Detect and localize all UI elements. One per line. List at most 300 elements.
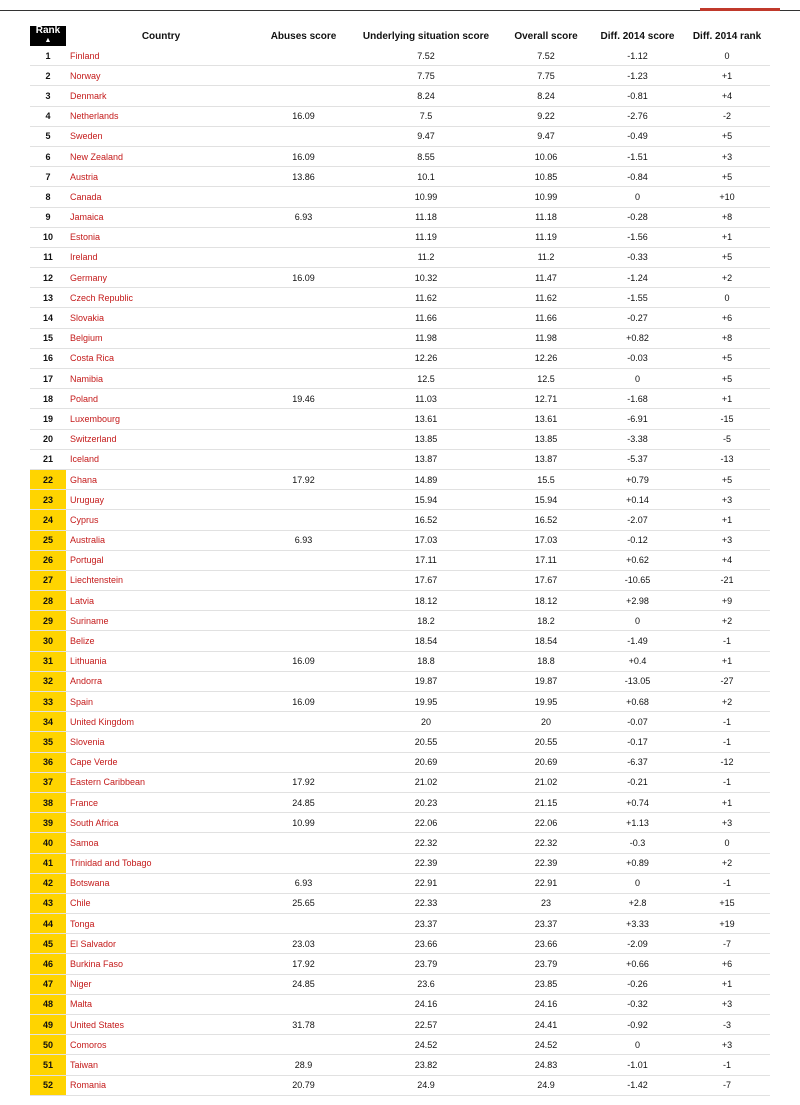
table-row xyxy=(30,934,770,954)
diff-score-cell: 0 xyxy=(591,369,684,389)
underlying-score-cell: 17.11 xyxy=(351,550,501,570)
table-row xyxy=(30,510,770,530)
country-link[interactable]: Poland xyxy=(66,389,256,409)
country-link[interactable]: France xyxy=(66,792,256,812)
diff-score-cell: -1.49 xyxy=(591,631,684,651)
country-link[interactable]: Sweden xyxy=(66,126,256,146)
diff-score-cell: -0.07 xyxy=(591,712,684,732)
diff-score-cell: -6.91 xyxy=(591,409,684,429)
abuses-score-cell xyxy=(256,227,351,247)
abuses-score-cell: 10.99 xyxy=(256,813,351,833)
underlying-score-cell: 16.52 xyxy=(351,510,501,530)
underlying-score-cell: 22.39 xyxy=(351,853,501,873)
country-link[interactable]: Namibia xyxy=(66,369,256,389)
abuses-score-cell: 16.09 xyxy=(256,146,351,166)
rank-cell: 19 xyxy=(30,409,66,429)
country-link[interactable]: Portugal xyxy=(66,550,256,570)
underlying-score-cell: 9.47 xyxy=(351,126,501,146)
table-row xyxy=(30,530,770,550)
diff-score-cell: -0.12 xyxy=(591,530,684,550)
table-row xyxy=(30,146,770,166)
overall-score-cell: 10.06 xyxy=(501,146,591,166)
underlying-score-cell: 13.61 xyxy=(351,409,501,429)
overall-score-cell: 13.61 xyxy=(501,409,591,429)
diff-rank-cell: +3 xyxy=(684,530,770,550)
underlying-score-cell: 17.67 xyxy=(351,570,501,590)
country-link[interactable]: Denmark xyxy=(66,86,256,106)
diff-rank-cell: +2 xyxy=(684,692,770,712)
diff-rank-cell: +1 xyxy=(684,66,770,86)
diff-rank-cell: +5 xyxy=(684,348,770,368)
underlying-score-cell: 20.23 xyxy=(351,792,501,812)
table-row xyxy=(30,1015,770,1035)
overall-score-cell: 24.83 xyxy=(501,1055,591,1075)
table-row xyxy=(30,651,770,671)
table-row xyxy=(30,1035,770,1055)
country-link[interactable]: Canada xyxy=(66,187,256,207)
country-link[interactable]: Ghana xyxy=(66,469,256,489)
table-body xyxy=(30,46,770,1095)
overall-score-cell: 18.8 xyxy=(501,651,591,671)
table-row xyxy=(30,1075,770,1095)
abuses-score-cell xyxy=(256,449,351,469)
country-link[interactable]: Costa Rica xyxy=(66,348,256,368)
abuses-score-cell: 16.09 xyxy=(256,106,351,126)
diff-score-cell: -13.05 xyxy=(591,671,684,691)
overall-score-cell: 15.5 xyxy=(501,469,591,489)
country-link[interactable]: Iceland xyxy=(66,449,256,469)
overall-score-cell: 10.85 xyxy=(501,167,591,187)
overall-score-cell: 23.66 xyxy=(501,934,591,954)
diff-rank-cell: -7 xyxy=(684,934,770,954)
diff-score-cell: -6.37 xyxy=(591,752,684,772)
overall-score-cell: 7.52 xyxy=(501,46,591,66)
rank-cell: 1 xyxy=(30,46,66,66)
rank-cell: 29 xyxy=(30,611,66,631)
abuses-score-cell xyxy=(256,1035,351,1055)
abuses-score-cell: 24.85 xyxy=(256,792,351,812)
overall-score-cell: 11.19 xyxy=(501,227,591,247)
table-row xyxy=(30,631,770,651)
table-row xyxy=(30,893,770,913)
underlying-score-cell: 11.62 xyxy=(351,288,501,308)
abuses-score-cell xyxy=(256,348,351,368)
rank-cell: 23 xyxy=(30,490,66,510)
diff-score-cell: +0.14 xyxy=(591,490,684,510)
diff-score-cell: -2.07 xyxy=(591,510,684,530)
abuses-score-cell xyxy=(256,510,351,530)
rank-cell: 43 xyxy=(30,893,66,913)
diff-rank-cell: -1 xyxy=(684,631,770,651)
country-link[interactable]: Ireland xyxy=(66,247,256,267)
rank-cell: 25 xyxy=(30,530,66,550)
rank-column-header[interactable] xyxy=(30,26,66,46)
underlying-score-cell: 18.12 xyxy=(351,591,501,611)
underlying-score-cell: 10.32 xyxy=(351,268,501,288)
diff-rank-cell: +2 xyxy=(684,853,770,873)
diff-rank-cell: -1 xyxy=(684,732,770,752)
diff-score-cell: -0.84 xyxy=(591,167,684,187)
table-row xyxy=(30,570,770,590)
table-row xyxy=(30,974,770,994)
country-link[interactable]: Samoa xyxy=(66,833,256,853)
country-link[interactable]: Cyprus xyxy=(66,510,256,530)
country-link[interactable]: Liechtenstein xyxy=(66,570,256,590)
country-link[interactable]: Spain xyxy=(66,692,256,712)
country-link[interactable]: Comoros xyxy=(66,1035,256,1055)
table-row xyxy=(30,550,770,570)
table-row xyxy=(30,813,770,833)
country-link[interactable]: Slovakia xyxy=(66,308,256,328)
table-row xyxy=(30,671,770,691)
diff-score-cell: -2.76 xyxy=(591,106,684,126)
underlying-score-cell: 22.32 xyxy=(351,833,501,853)
diff-rank-cell: +3 xyxy=(684,1035,770,1055)
abuses-score-cell xyxy=(256,611,351,631)
country-link[interactable]: Chile xyxy=(66,893,256,913)
table-row xyxy=(30,490,770,510)
underlying-score-cell: 11.2 xyxy=(351,247,501,267)
table-row xyxy=(30,126,770,146)
country-link[interactable]: Romania xyxy=(66,1075,256,1095)
table-row xyxy=(30,187,770,207)
rank-cell: 36 xyxy=(30,752,66,772)
diff-score-cell: -3.38 xyxy=(591,429,684,449)
diff-rank-cell: +5 xyxy=(684,247,770,267)
abuses-score-cell: 16.09 xyxy=(256,651,351,671)
abuses-score-cell xyxy=(256,490,351,510)
underlying-score-cell: 20 xyxy=(351,712,501,732)
diff-rank-cell: +2 xyxy=(684,268,770,288)
country-link[interactable]: Trinidad and Tobago xyxy=(66,853,256,873)
diff-score-cell: -0.27 xyxy=(591,308,684,328)
rank-cell: 32 xyxy=(30,671,66,691)
diff-score-cell: -1.01 xyxy=(591,1055,684,1075)
country-link[interactable]: Tonga xyxy=(66,914,256,934)
diff-rank-cell: +1 xyxy=(684,227,770,247)
diff-score-cell: -0.21 xyxy=(591,772,684,792)
table-row xyxy=(30,954,770,974)
abuses-score-cell xyxy=(256,66,351,86)
table-row xyxy=(30,792,770,812)
underlying-column-header[interactable]: Underlying situation score xyxy=(362,30,490,42)
underlying-score-cell: 20.69 xyxy=(351,752,501,772)
diff-rank-cell: +5 xyxy=(684,369,770,389)
underlying-score-cell: 11.98 xyxy=(351,328,501,348)
underlying-score-cell: 7.52 xyxy=(351,46,501,66)
rank-cell: 7 xyxy=(30,167,66,187)
top-divider xyxy=(0,10,800,11)
underlying-score-cell: 19.87 xyxy=(351,671,501,691)
underlying-score-cell: 12.26 xyxy=(351,348,501,368)
diff-score-cell: +0.4 xyxy=(591,651,684,671)
rank-cell: 6 xyxy=(30,146,66,166)
diff-rank-cell: +1 xyxy=(684,974,770,994)
diff-score-cell: +0.82 xyxy=(591,328,684,348)
diff-score-cell: -0.92 xyxy=(591,1015,684,1035)
country-link[interactable]: Luxembourg xyxy=(66,409,256,429)
overall-score-cell: 17.11 xyxy=(501,550,591,570)
abuses-score-cell xyxy=(256,570,351,590)
underlying-score-cell: 18.2 xyxy=(351,611,501,631)
country-link[interactable]: Estonia xyxy=(66,227,256,247)
overall-score-cell: 9.47 xyxy=(501,126,591,146)
rank-cell: 46 xyxy=(30,954,66,974)
country-link[interactable]: Slovenia xyxy=(66,732,256,752)
underlying-score-cell: 21.02 xyxy=(351,772,501,792)
rank-cell: 17 xyxy=(30,369,66,389)
diff-score-cell: +0.62 xyxy=(591,550,684,570)
country-link[interactable]: Suriname xyxy=(66,611,256,631)
abuses-score-cell: 6.93 xyxy=(256,530,351,550)
rank-cell: 50 xyxy=(30,1035,66,1055)
diff-rank-cell: +5 xyxy=(684,126,770,146)
abuses-score-cell: 17.92 xyxy=(256,469,351,489)
diff-score-cell: -5.37 xyxy=(591,449,684,469)
overall-score-cell: 22.32 xyxy=(501,833,591,853)
abuses-score-cell: 16.09 xyxy=(256,268,351,288)
table-row xyxy=(30,288,770,308)
country-link[interactable]: United States xyxy=(66,1015,256,1035)
overall-score-cell: 22.06 xyxy=(501,813,591,833)
country-link[interactable]: Jamaica xyxy=(66,207,256,227)
abuses-score-cell xyxy=(256,46,351,66)
underlying-score-cell: 11.18 xyxy=(351,207,501,227)
diff-rank-cell: -1 xyxy=(684,772,770,792)
diff-rank-cell: -1 xyxy=(684,1055,770,1075)
rank-cell: 3 xyxy=(30,86,66,106)
rank-cell: 42 xyxy=(30,873,66,893)
overall-score-cell: 12.5 xyxy=(501,369,591,389)
diff-rank-cell: 0 xyxy=(684,46,770,66)
abuses-score-cell xyxy=(256,732,351,752)
underlying-score-cell: 23.82 xyxy=(351,1055,501,1075)
overall-score-cell: 16.52 xyxy=(501,510,591,530)
overall-score-cell: 18.12 xyxy=(501,591,591,611)
diff-score-cell: -0.26 xyxy=(591,974,684,994)
country-link[interactable]: Andorra xyxy=(66,671,256,691)
rank-cell: 48 xyxy=(30,994,66,1014)
overall-score-cell: 19.87 xyxy=(501,671,591,691)
overall-score-cell: 7.75 xyxy=(501,66,591,86)
country-link[interactable]: South Africa xyxy=(66,813,256,833)
country-link[interactable]: Australia xyxy=(66,530,256,550)
diff-rank-cell: +1 xyxy=(684,389,770,409)
table-row xyxy=(30,409,770,429)
diff-rank-cell: +3 xyxy=(684,146,770,166)
rank-cell: 24 xyxy=(30,510,66,530)
abuses-score-cell: 6.93 xyxy=(256,207,351,227)
abuses-score-cell xyxy=(256,308,351,328)
diff-score-cell: +3.33 xyxy=(591,914,684,934)
abuses-score-cell: 20.79 xyxy=(256,1075,351,1095)
diff-score-cell: -0.81 xyxy=(591,86,684,106)
abuses-score-cell: 23.03 xyxy=(256,934,351,954)
country-link[interactable]: Uruguay xyxy=(66,490,256,510)
country-link[interactable]: Lithuania xyxy=(66,651,256,671)
diff-score-cell: +1.13 xyxy=(591,813,684,833)
diff-rank-cell: 0 xyxy=(684,288,770,308)
abuses-score-cell: 24.85 xyxy=(256,974,351,994)
abuses-column-header[interactable]: Abuses score xyxy=(270,30,337,42)
abuses-score-cell xyxy=(256,631,351,651)
rank-cell: 9 xyxy=(30,207,66,227)
rank-cell: 20 xyxy=(30,429,66,449)
diff-rank-cell: -5 xyxy=(684,429,770,449)
rank-cell: 13 xyxy=(30,288,66,308)
diff-rank-cell: +4 xyxy=(684,550,770,570)
diff-score-cell: -1.68 xyxy=(591,389,684,409)
table-header-row xyxy=(30,26,770,46)
abuses-score-cell: 25.65 xyxy=(256,893,351,913)
rank-cell: 34 xyxy=(30,712,66,732)
overall-score-cell: 13.85 xyxy=(501,429,591,449)
abuses-score-cell xyxy=(256,752,351,772)
table-row xyxy=(30,389,770,409)
diff-score-cell: -1.42 xyxy=(591,1075,684,1095)
underlying-score-cell: 10.1 xyxy=(351,167,501,187)
overall-score-cell: 22.39 xyxy=(501,853,591,873)
diff-rank-cell: +3 xyxy=(684,994,770,1014)
overall-score-cell: 20 xyxy=(501,712,591,732)
country-link[interactable]: Belgium xyxy=(66,328,256,348)
country-link[interactable]: Botswana xyxy=(66,873,256,893)
underlying-score-cell: 22.91 xyxy=(351,873,501,893)
table-row xyxy=(30,994,770,1014)
rank-cell: 39 xyxy=(30,813,66,833)
diff-rank-cell: -27 xyxy=(684,671,770,691)
abuses-score-cell: 19.46 xyxy=(256,389,351,409)
rank-cell: 5 xyxy=(30,126,66,146)
country-link[interactable]: El Salvador xyxy=(66,934,256,954)
country-link[interactable]: Netherlands xyxy=(66,106,256,126)
diff-rank-cell: +8 xyxy=(684,328,770,348)
overall-score-cell: 11.2 xyxy=(501,247,591,267)
diff-score-cell: -1.51 xyxy=(591,146,684,166)
diff-score-cell: +2.8 xyxy=(591,893,684,913)
table-row xyxy=(30,449,770,469)
country-link[interactable]: Eastern Caribbean xyxy=(66,772,256,792)
country-link[interactable]: New Zealand xyxy=(66,146,256,166)
abuses-score-cell xyxy=(256,409,351,429)
diff-rank-cell: +1 xyxy=(684,510,770,530)
diff-score-cell: +0.89 xyxy=(591,853,684,873)
abuses-score-cell xyxy=(256,86,351,106)
overall-score-cell: 11.18 xyxy=(501,207,591,227)
rank-cell: 47 xyxy=(30,974,66,994)
diff-score-cell: -1.23 xyxy=(591,66,684,86)
rank-cell: 4 xyxy=(30,106,66,126)
country-link[interactable]: Belize xyxy=(66,631,256,651)
country-link[interactable]: Burkina Faso xyxy=(66,954,256,974)
rank-cell: 8 xyxy=(30,187,66,207)
underlying-score-cell: 18.54 xyxy=(351,631,501,651)
rank-cell: 11 xyxy=(30,247,66,267)
overall-score-cell: 24.41 xyxy=(501,1015,591,1035)
table-row xyxy=(30,591,770,611)
table-row xyxy=(30,46,770,66)
overall-column-header[interactable]: Overall score xyxy=(514,30,578,42)
table-row xyxy=(30,429,770,449)
underlying-score-cell: 7.5 xyxy=(351,106,501,126)
diff-score-cell: +0.79 xyxy=(591,469,684,489)
country-link[interactable]: Norway xyxy=(66,66,256,86)
diff-rank-cell: +2 xyxy=(684,611,770,631)
abuses-score-cell: 13.86 xyxy=(256,167,351,187)
underlying-score-cell: 20.55 xyxy=(351,732,501,752)
country-link[interactable]: Germany xyxy=(66,268,256,288)
country-link[interactable]: Czech Republic xyxy=(66,288,256,308)
underlying-score-cell: 18.8 xyxy=(351,651,501,671)
diff-score-cell: -0.49 xyxy=(591,126,684,146)
country-link[interactable]: United Kingdom xyxy=(66,712,256,732)
underlying-score-cell: 11.19 xyxy=(351,227,501,247)
table-row xyxy=(30,268,770,288)
abuses-score-cell xyxy=(256,671,351,691)
diff-score-cell: -0.32 xyxy=(591,994,684,1014)
overall-score-cell: 19.95 xyxy=(501,692,591,712)
diff-score-cell: -1.24 xyxy=(591,268,684,288)
country-link[interactable]: Switzerland xyxy=(66,429,256,449)
table-row xyxy=(30,86,770,106)
country-link[interactable]: Cape Verde xyxy=(66,752,256,772)
table-row xyxy=(30,772,770,792)
diff-score-cell: -1.55 xyxy=(591,288,684,308)
abuses-score-cell: 16.09 xyxy=(256,692,351,712)
abuses-score-cell: 31.78 xyxy=(256,1015,351,1035)
ranking-table-container xyxy=(30,26,770,1096)
diff-score-cell: -0.28 xyxy=(591,207,684,227)
diff-rank-column-header[interactable]: Diff. 2014 rank xyxy=(692,30,762,42)
table-row xyxy=(30,167,770,187)
abuses-score-cell: 6.93 xyxy=(256,873,351,893)
diff-rank-cell: +6 xyxy=(684,954,770,974)
diff-rank-cell: +8 xyxy=(684,207,770,227)
diff-rank-cell: 0 xyxy=(684,833,770,853)
rank-cell: 27 xyxy=(30,570,66,590)
country-link[interactable]: Austria xyxy=(66,167,256,187)
abuses-score-cell xyxy=(256,712,351,732)
diff-score-cell: 0 xyxy=(591,611,684,631)
overall-score-cell: 13.87 xyxy=(501,449,591,469)
overall-score-cell: 24.52 xyxy=(501,1035,591,1055)
diff-rank-cell: -1 xyxy=(684,712,770,732)
country-column-header[interactable]: Country xyxy=(141,30,181,42)
country-link[interactable]: Finland xyxy=(66,46,256,66)
overall-score-cell: 17.67 xyxy=(501,570,591,590)
diff-rank-cell: +3 xyxy=(684,813,770,833)
rank-cell: 18 xyxy=(30,389,66,409)
rank-cell: 37 xyxy=(30,772,66,792)
underlying-score-cell: 11.66 xyxy=(351,308,501,328)
country-link[interactable]: Malta xyxy=(66,994,256,1014)
rank-cell: 52 xyxy=(30,1075,66,1095)
rank-cell: 45 xyxy=(30,934,66,954)
country-link[interactable]: Taiwan xyxy=(66,1055,256,1075)
underlying-score-cell: 24.52 xyxy=(351,1035,501,1055)
overall-score-cell: 9.22 xyxy=(501,106,591,126)
underlying-score-cell: 22.33 xyxy=(351,893,501,913)
country-link[interactable]: Latvia xyxy=(66,591,256,611)
overall-score-cell: 11.98 xyxy=(501,328,591,348)
overall-score-cell: 23.37 xyxy=(501,914,591,934)
underlying-score-cell: 13.85 xyxy=(351,429,501,449)
table-row xyxy=(30,106,770,126)
diff-score-column-header[interactable]: Diff. 2014 score xyxy=(600,30,675,42)
table-row xyxy=(30,833,770,853)
overall-score-cell: 12.26 xyxy=(501,348,591,368)
country-link[interactable]: Niger xyxy=(66,974,256,994)
